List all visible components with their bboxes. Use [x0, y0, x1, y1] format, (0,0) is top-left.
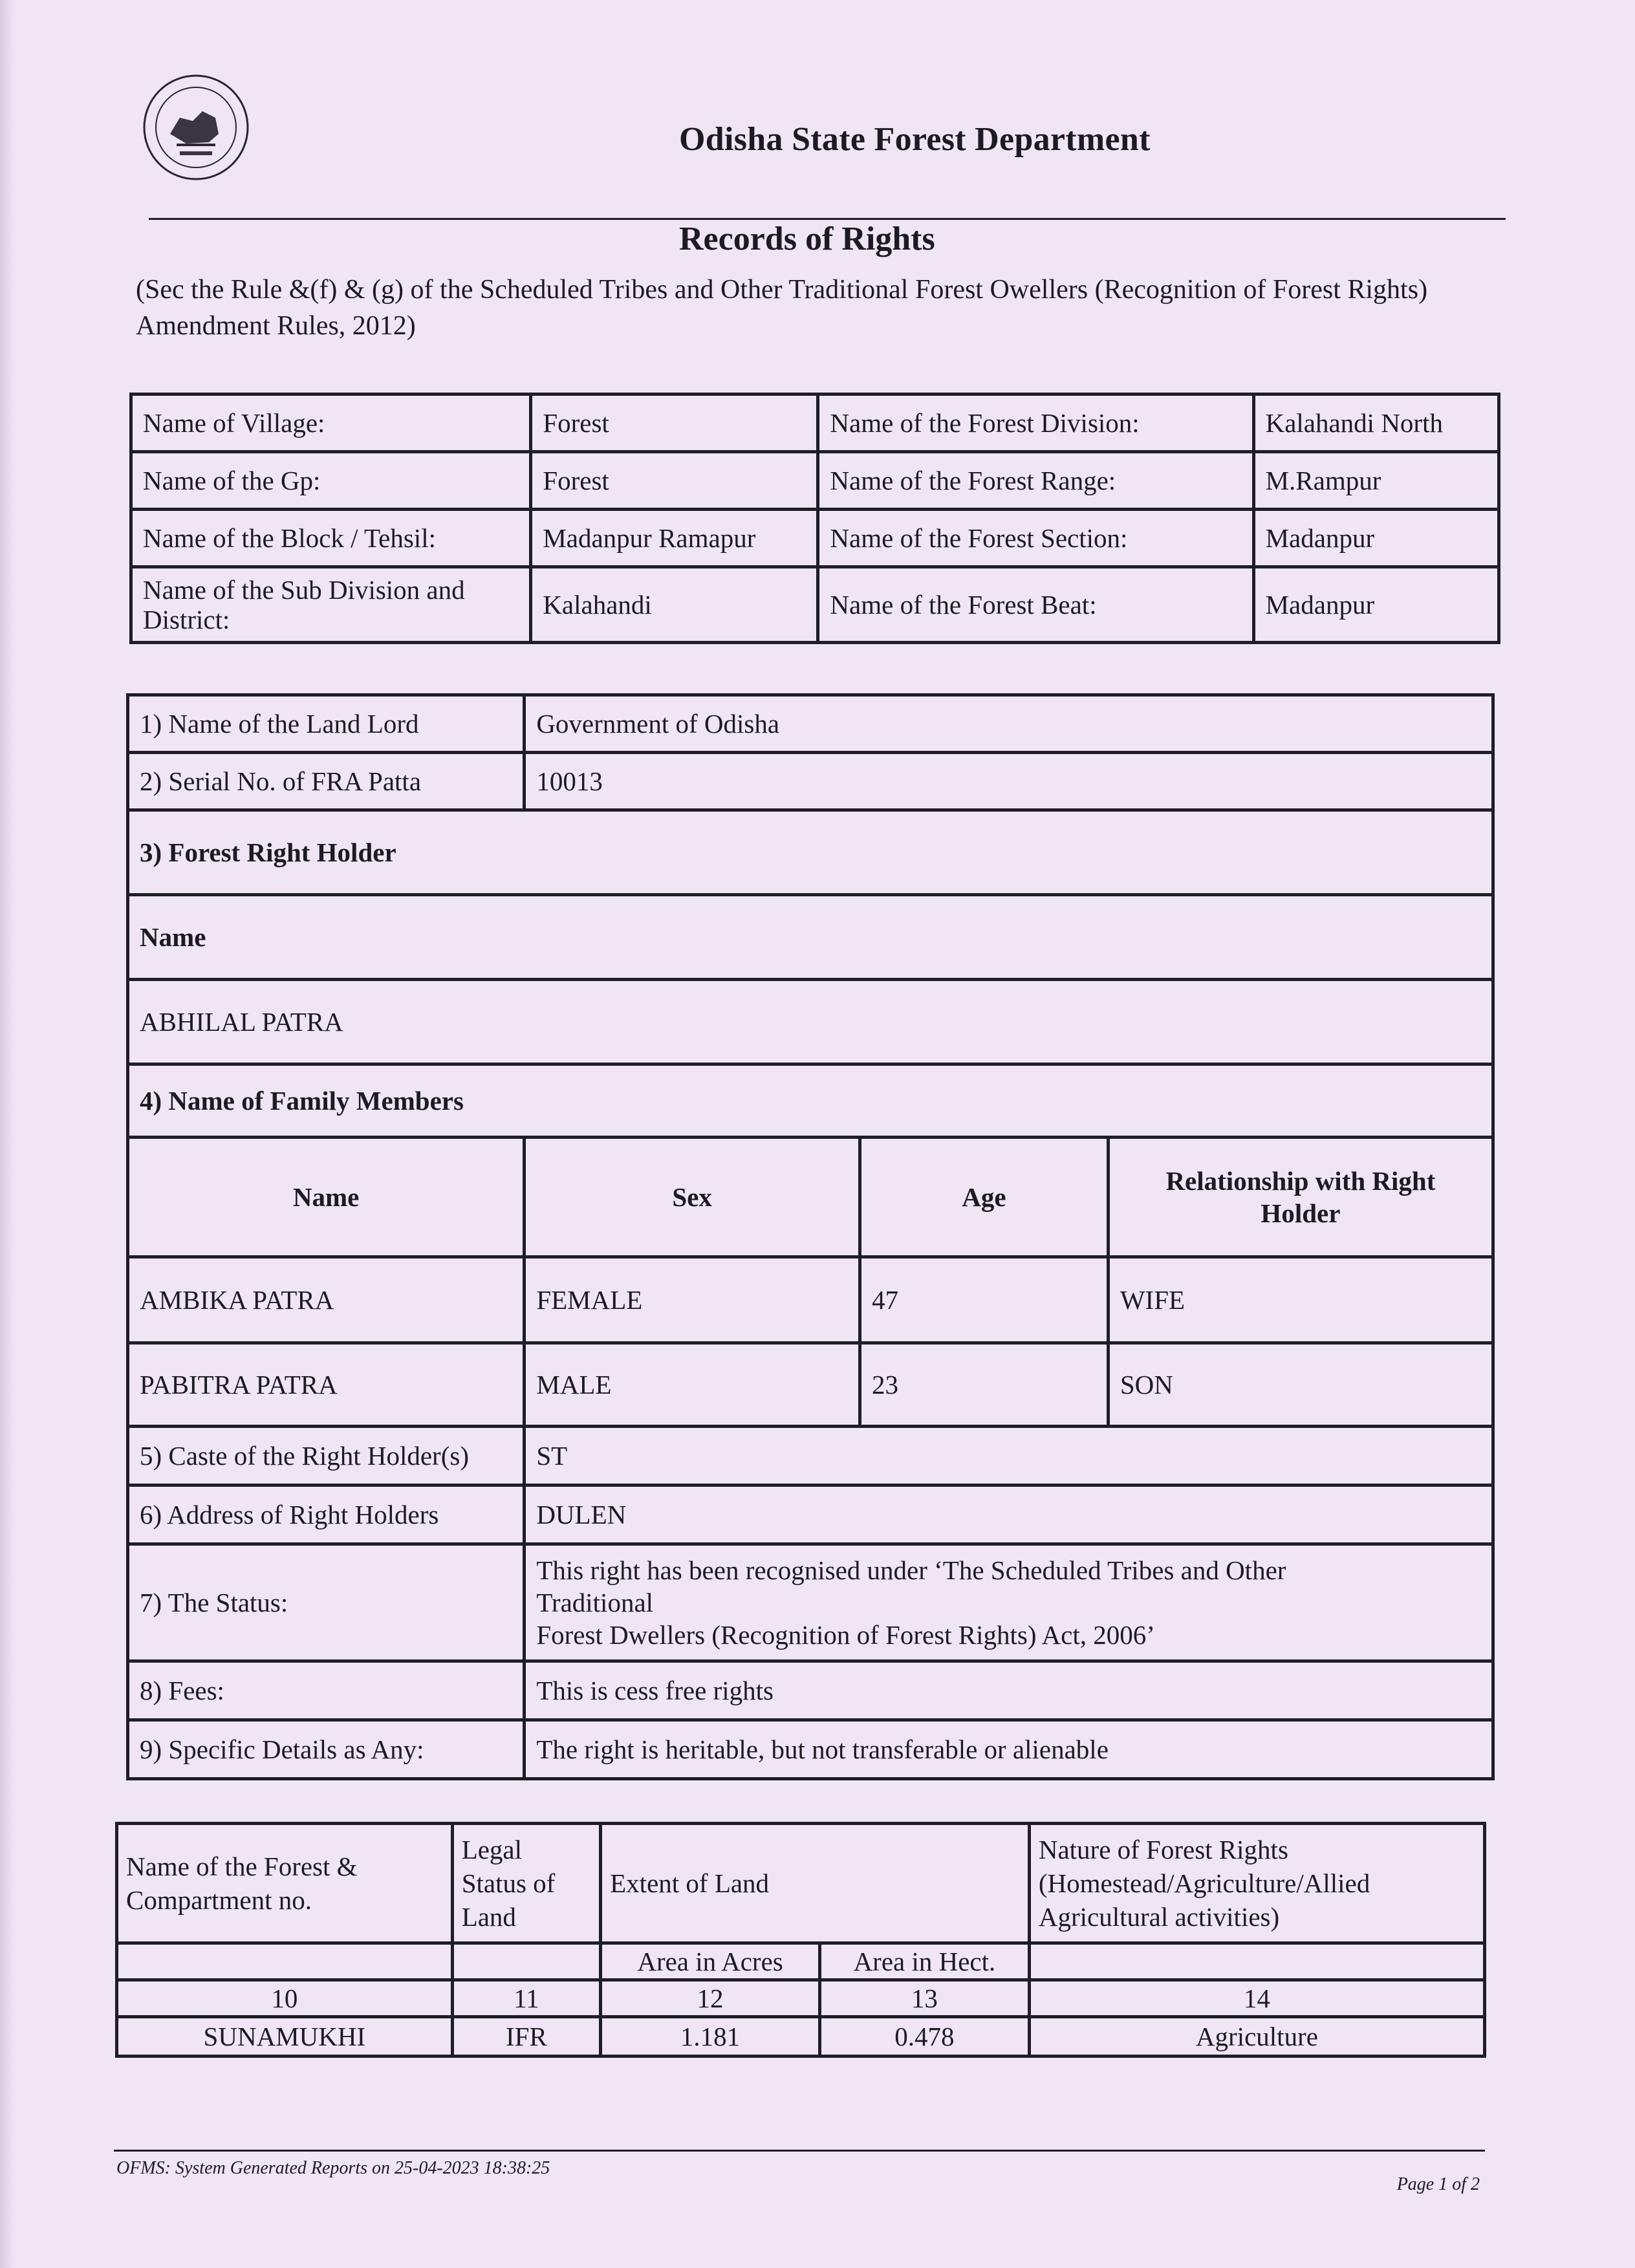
member-sex: MALE [525, 1343, 860, 1427]
footer-divider [114, 2150, 1485, 2152]
table-row [131, 510, 1499, 567]
patta-label: 2) Serial No. of FRA Patta [128, 753, 525, 810]
table-row [128, 895, 1493, 980]
gp-label: Name of the Gp: [131, 452, 531, 510]
nature-value: Agriculture [1029, 2017, 1484, 2057]
forest-section-value: Madanpur [1253, 510, 1499, 567]
member-relation: WIFE [1108, 1257, 1493, 1343]
caste-value: ST [525, 1427, 1493, 1485]
col-number: 14 [1029, 1980, 1484, 2017]
table-row [128, 980, 1493, 1064]
legal-status-value: IFR [452, 2017, 600, 2057]
table-row [117, 1980, 1485, 2017]
empty-cell [452, 1943, 600, 1980]
forest-division-label: Name of the Forest Division: [818, 394, 1253, 452]
fees-label: 8) Fees: [128, 1661, 525, 1720]
table-row [128, 1064, 1493, 1138]
holder-name: ABHILAL PATRA [128, 980, 1493, 1064]
member-age: 47 [860, 1257, 1109, 1343]
status-line-3: Forest Dwellers (Recognition of Forest Rights) Act, 2006’ [536, 1620, 1155, 1650]
table-row [128, 1427, 1493, 1485]
details-label: 9) Specific Details as Any: [128, 1720, 525, 1779]
forest-beat-value: Madanpur [1253, 567, 1499, 643]
status-value [525, 1544, 1493, 1661]
member-name: PABITRA PATRA [128, 1343, 525, 1427]
family-col-relation: Relationship with Right Holder [1108, 1138, 1493, 1257]
table-row [117, 2017, 1485, 2057]
holder-heading: 3) Forest Right Holder [128, 810, 1493, 895]
table-row [128, 695, 1493, 753]
subdivision-value: Kalahandi [531, 567, 818, 643]
patta-value: 10013 [525, 753, 1493, 810]
table-row [117, 1943, 1485, 1980]
table-row [128, 810, 1493, 895]
forest-section-label: Name of the Forest Section: [818, 510, 1253, 567]
location-table [129, 393, 1500, 644]
forest-division-value: Kalahandi North [1253, 394, 1499, 452]
record-table [126, 693, 1495, 1780]
forest-compartment-header: Name of the Forest & Compartment no. [117, 1824, 453, 1943]
nature-header: Nature of Forest Rights (Homestead/Agriculture/Allied Agricultural activities) [1029, 1824, 1484, 1943]
page-edge [0, 0, 14, 2268]
land-lord-label: 1) Name of the Land Lord [128, 695, 525, 753]
member-sex: FEMALE [525, 1257, 860, 1343]
details-value: The right is heritable, but not transferable or alienable [525, 1720, 1493, 1779]
col-number: 12 [601, 1980, 820, 2017]
page-number: Page 1 of 2 [1396, 2174, 1480, 2194]
table-row [128, 1720, 1493, 1779]
family-col-age: Age [860, 1138, 1109, 1257]
status-label: 7) The Status: [128, 1544, 525, 1661]
area-acres-header: Area in Acres [601, 1943, 820, 1980]
member-relation: SON [1108, 1343, 1493, 1427]
table-row [117, 1824, 1485, 1943]
block-label: Name of the Block / Tehsil: [131, 510, 531, 567]
member-age: 23 [860, 1343, 1109, 1427]
family-col-name: Name [128, 1138, 525, 1257]
land-table [115, 1822, 1486, 2058]
family-col-sex: Sex [525, 1138, 860, 1257]
empty-cell [1029, 1943, 1484, 1980]
rule-reference: (Sec the Rule &(f) & (g) of the Scheduled Tribes and Other Traditional Forest Owellers (Recognition of Forest Rights) Amendment Rules, 2012) [136, 275, 1428, 341]
address-label: 6) Address of Right Holders [128, 1485, 525, 1544]
land-lord-value: Government of Odisha [525, 695, 1493, 753]
family-heading: 4) Name of Family Members [128, 1064, 1493, 1138]
table-row [128, 1138, 1493, 1257]
department-title: Odisha State Forest Department [679, 121, 1151, 158]
block-value: Madanpur Ramapur [531, 510, 818, 567]
area-hect-value: 0.478 [819, 2017, 1029, 2057]
gp-value: Forest [531, 452, 818, 510]
table-row [128, 1544, 1493, 1661]
member-name: AMBIKA PATRA [128, 1257, 525, 1343]
address-value: DULEN [525, 1485, 1493, 1544]
status-line-2: Traditional [536, 1588, 654, 1617]
table-row [128, 1485, 1493, 1544]
fees-value: This is cess free rights [525, 1661, 1493, 1720]
col-number: 13 [819, 1980, 1029, 2017]
status-line-1: This right has been recognised under ‘The Scheduled Tribes and Other [536, 1555, 1286, 1585]
document-title: Records of Rights [679, 221, 935, 257]
forest-beat-label: Name of the Forest Beat: [818, 567, 1253, 643]
caste-label: 5) Caste of the Right Holder(s) [128, 1427, 525, 1485]
generated-timestamp: OFMS: System Generated Reports on 25-04-2023 18:38:25 [116, 2158, 550, 2178]
table-row [128, 753, 1493, 810]
table-row [128, 1661, 1493, 1720]
table-row [131, 567, 1499, 643]
odisha-emblem-icon [141, 72, 251, 182]
forest-name-value: SUNAMUKHI [117, 2017, 453, 2057]
legal-status-header: Legal Status of Land [452, 1824, 600, 1943]
village-value: Forest [531, 394, 818, 452]
village-label: Name of Village: [131, 394, 531, 452]
table-row [131, 452, 1499, 510]
forest-range-label: Name of the Forest Range: [818, 452, 1253, 510]
subdivision-label: Name of the Sub Division and District: [131, 567, 531, 643]
area-hect-header: Area in Hect. [819, 1943, 1029, 1980]
name-heading: Name [128, 895, 1493, 980]
col-number: 10 [117, 1980, 453, 2017]
col-number: 11 [452, 1980, 600, 2017]
area-acres-value: 1.181 [601, 2017, 820, 2057]
extent-header: Extent of Land [601, 1824, 1030, 1943]
table-row [128, 1343, 1493, 1427]
forest-range-value: M.Rampur [1253, 452, 1499, 510]
empty-cell [117, 1943, 453, 1980]
table-row [131, 394, 1499, 452]
table-row [128, 1257, 1493, 1343]
